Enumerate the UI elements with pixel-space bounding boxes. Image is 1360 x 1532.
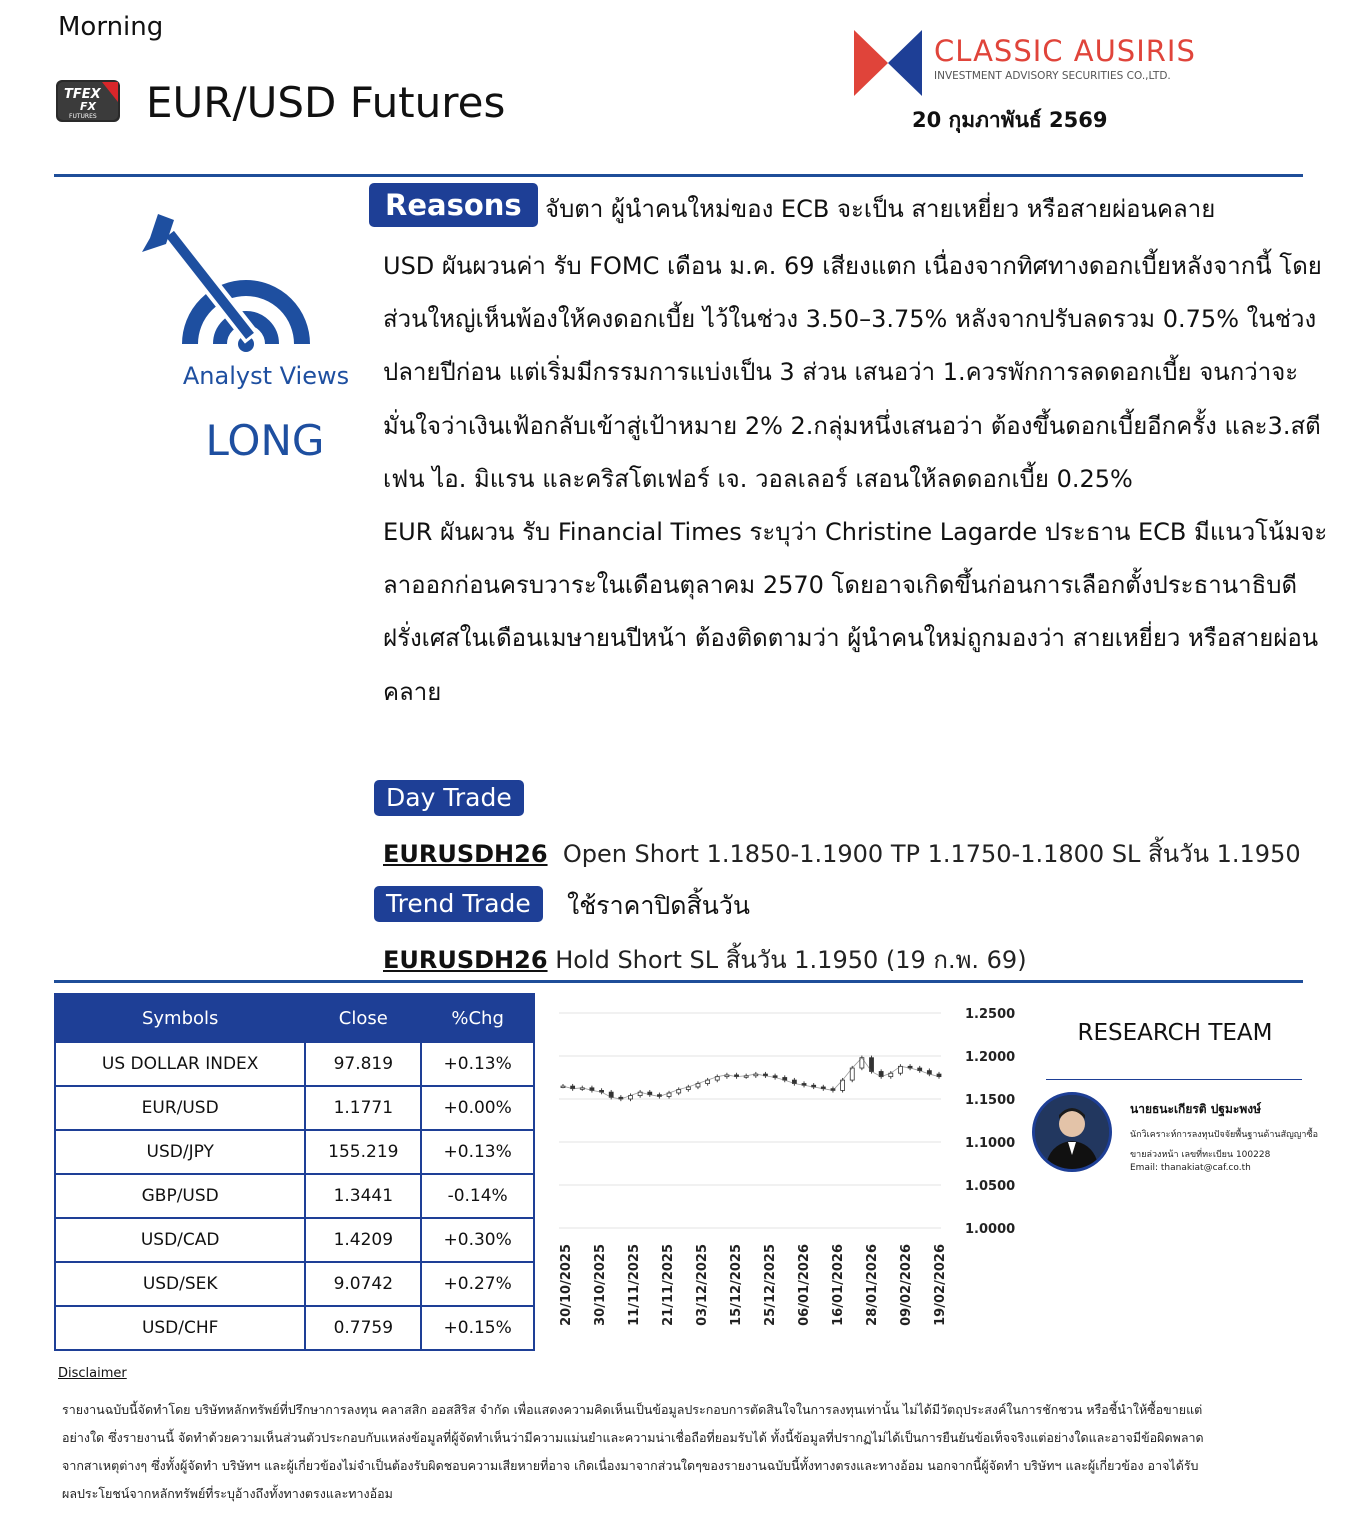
chart-x-tick-label: 25/12/2025 <box>763 1244 778 1326</box>
analyst-email: Email: thanakiat@caf.co.th <box>1130 1163 1251 1173</box>
trend-trade-line <box>383 940 1027 979</box>
cell-close: 1.4209 <box>305 1218 421 1262</box>
chart-y-tick-label: 1.2500 <box>965 1007 1016 1022</box>
reasons-body <box>383 240 1328 719</box>
disclaimer-line: จากสาเหตุต่างๆ ซึ่งทั้งผู้จัดทำ บริษัทฯ และผู้เกี่ยวข้องไม่จำเป็นต้องรับผิดชอบความเสียหายที่อาจ เกิดเนื่องมาจากส่วนใดๆของรายงานฉบับนี้ทั้งทางตรงและทางอ้อม นอกจากนี้ผู้จัดทำ บริษัทฯ และผู้เกี่ยวข้อง อาจได้รับ <box>62 1458 1199 1473</box>
chart-x-tick-label: 06/01/2026 <box>797 1244 812 1326</box>
table-row <box>55 1042 534 1086</box>
table-row <box>55 1262 534 1306</box>
chart-x-tick-label: 16/01/2026 <box>831 1244 846 1326</box>
cell-symbol: USD/SEK <box>55 1262 305 1306</box>
research-divider <box>1046 1079 1302 1080</box>
analyst-avatar <box>1032 1092 1112 1172</box>
cell-chg: +0.13% <box>421 1130 534 1174</box>
chart-x-tick-label: 21/11/2025 <box>661 1244 676 1326</box>
cell-symbol: USD/CHF <box>55 1306 305 1350</box>
cell-chg: +0.27% <box>421 1262 534 1306</box>
cell-symbol: US DOLLAR INDEX <box>55 1042 305 1086</box>
trend-trade-note: ใช้ราคาปิดสิ้นวัน <box>567 891 750 920</box>
tfex-logo-fx: FX <box>80 100 96 113</box>
table-row <box>55 1130 534 1174</box>
chart-x-tick-label: 11/11/2025 <box>627 1244 642 1326</box>
person-icon <box>1035 1095 1109 1169</box>
table-row <box>55 1174 534 1218</box>
disclaimer-line: อย่างใด ซึ่งรายงานนี้ จัดทำด้วยความเห็นส่วนตัวประกอบกับแหล่งข้อมูลที่ผู้จัดทำเห็นว่ามีความแม่นยำและความน่าเชื่อถือที่ยอมรับได้ ทั้งนี้ข้อมูลที่ปรากฏไม่ได้เป็นการยืนยันข้อเท็จจริงแต่อย่างใดและอาจมีข้อผิดพลาด <box>62 1430 1204 1445</box>
disclaimer-body <box>62 1396 1272 1508</box>
day-trade-symbol: EURUSDH26 <box>383 840 548 868</box>
chart-series-line <box>563 1058 939 1099</box>
research-team-title: RESEARCH TEAM <box>1077 1020 1273 1046</box>
cell-symbol: GBP/USD <box>55 1174 305 1218</box>
day-trade-badge: Day Trade <box>374 780 524 816</box>
cell-chg: +0.30% <box>421 1218 534 1262</box>
cell-chg: +0.00% <box>421 1086 534 1130</box>
chart-x-tick-label: 20/10/2025 <box>559 1244 574 1326</box>
report-date: 20 กุมภาพันธ์ 2569 <box>912 108 1108 132</box>
stance-value: LONG <box>205 416 325 465</box>
tfex-logo-sub: FUTURES <box>69 113 97 120</box>
mid-divider <box>54 980 1303 983</box>
cell-close: 1.3441 <box>305 1174 421 1218</box>
chart-y-tick-label: 1.0000 <box>965 1222 1016 1237</box>
cell-chg: +0.15% <box>421 1306 534 1350</box>
reasons-badge: Reasons <box>369 183 538 227</box>
chart-x-tick-label: 28/01/2026 <box>865 1244 880 1326</box>
analyst-credential-2: ขายล่วงหน้า เลขที่ทะเบียน 100228 <box>1130 1150 1271 1160</box>
eurusd-price-chart <box>545 995 1025 1345</box>
cell-symbol: EUR/USD <box>55 1086 305 1130</box>
analyst-credential-1: นักวิเคราะห์การลงทุนปัจจัยพื้นฐานด้านสัญญาซื้อ <box>1130 1130 1318 1140</box>
day-trade-line <box>383 834 1301 873</box>
quotes-header-row <box>55 994 534 1042</box>
chart-x-tick-label: 30/10/2025 <box>593 1244 608 1326</box>
cell-close: 1.1771 <box>305 1086 421 1130</box>
header-close: Close <box>305 994 421 1042</box>
table-row <box>55 1218 534 1262</box>
reason-paragraph-eur: EUR ผันผวน รับ Financial Times ระบุว่า Christine Lagarde ประธาน ECB มีแนวโน้มจะลาออกก่อนครบวาระในเดือนตุลาคม 2570 โดยอาจเกิดขึ้นก่อนการเลือกตั้งประธานาธิบดีฝรั่งเศสในเดือนเมษายนปีหน้า ต้องติดตามว่า ผู้นำคนใหม่ถูกมองว่า สายเหยี่ยว หรือสายผ่อนคลาย <box>383 518 1328 706</box>
reasons-headline: จับตา ผู้นำคนใหม่ของ ECB จะเป็น สายเหยี่ยว หรือสายผ่อนคลาย <box>545 195 1216 223</box>
chart-y-tick-label: 1.2000 <box>965 1050 1016 1065</box>
table-row <box>55 1306 534 1350</box>
disclaimer-line: รายงานฉบับนี้จัดทำโดย บริษัทหลักทรัพย์ที่ปรึกษาการลงทุน คลาสสิก ออสสิริส จำกัด เพื่อแสดงความคิดเห็นเป็นข้อมูลประกอบการตัดสินใจในการลงทุนเท่านั้น ไม่ได้มีวัตถุประสงค์ในการชักชวน หรือชี้นำให้ซื้อขายแต่ <box>62 1402 1203 1417</box>
reason-paragraph-usd: USD ผันผวนค่า รับ FOMC เดือน ม.ค. 69 เสียงแตก เนื่องจากทิศทางดอกเบี้ยหลังจากนี้ โดยส่วนใหญ่เห็นพ้องให้คงดอกเบี้ย ไว้ในช่วง 3.50–3.75% หลังจากปรับลดรวม 0.75% ในช่วงปลายปีก่อน แต่เริ่มมีกรรมการแบ่งเป็น 3 ส่วน เสนอว่า 1.ควรพักการลดดอกเบี้ย จนกว่าจะมั่นใจว่าเงินเฟ้อกลับเข้าสู่เป้าหมาย 2% 2.กลุ่มหนึ่งเสนอว่า ต้องขึ้นดอกเบี้ยอีกครั้ง และ3.สตีเฟน ไอ. มิแรน และคริสโตเฟอร์ เจ. วอลเลอร์ เสอนให้ลดดอกเบี้ย 0.25% <box>383 252 1322 493</box>
analyst-views-label: Analyst Views <box>182 362 350 390</box>
table-row <box>55 1086 534 1130</box>
cell-close: 97.819 <box>305 1042 421 1086</box>
cell-symbol: USD/JPY <box>55 1130 305 1174</box>
trend-trade-symbol: EURUSDH26 <box>383 946 548 974</box>
chart-x-tick-label: 19/02/2026 <box>933 1244 948 1326</box>
disclaimer-line: ผลประโยชน์จากหลักทรัพย์ที่ระบุอ้างถึงทั้งทางตรงและทางอ้อม <box>62 1486 393 1501</box>
tfex-logo <box>54 78 122 124</box>
trend-trade-badge: Trend Trade <box>374 886 543 922</box>
day-trade-detail: Open Short 1.1850-1.1900 TP 1.1750-1.1800 SL สิ้นวัน 1.1950 <box>562 840 1301 868</box>
analyst-name: นายธนะเกียรติ ปฐมะพงษ์ <box>1130 1102 1262 1116</box>
quotes-table <box>54 993 535 1351</box>
brand-name: CLASSIC AUSIRIS <box>934 34 1196 68</box>
cell-close: 0.7759 <box>305 1306 421 1350</box>
cell-chg: -0.14% <box>421 1174 534 1218</box>
trend-trade-detail: Hold Short SL สิ้นวัน 1.1950 (19 ก.พ. 69) <box>555 946 1027 974</box>
cell-symbol: USD/CAD <box>55 1218 305 1262</box>
header-symbols: Symbols <box>55 994 305 1042</box>
cell-close: 155.219 <box>305 1130 421 1174</box>
session-label: Morning <box>58 12 164 42</box>
chart-y-tick-label: 1.1500 <box>965 1093 1016 1108</box>
chart-x-tick-label: 15/12/2025 <box>729 1244 744 1326</box>
header-chg: %Chg <box>421 994 534 1042</box>
chart-y-tick-label: 1.1000 <box>965 1136 1016 1151</box>
analyst-credentials <box>1130 1125 1330 1165</box>
chart-y-tick-label: 1.0500 <box>965 1179 1016 1194</box>
cell-chg: +0.13% <box>421 1042 534 1086</box>
chart-x-tick-label: 09/02/2026 <box>899 1244 914 1326</box>
target-arrow-icon <box>140 214 352 364</box>
cell-close: 9.0742 <box>305 1262 421 1306</box>
page-title: EUR/USD Futures <box>146 78 506 127</box>
brand-logo-mark <box>852 28 924 98</box>
disclaimer-title: Disclaimer <box>58 1366 127 1381</box>
chart-x-tick-label: 03/12/2025 <box>695 1244 710 1326</box>
tfex-logo-text: TFEX <box>64 87 101 102</box>
top-divider <box>54 174 1303 177</box>
brand-subtitle: INVESTMENT ADVISORY SECURITIES CO.,LTD. <box>934 70 1171 82</box>
